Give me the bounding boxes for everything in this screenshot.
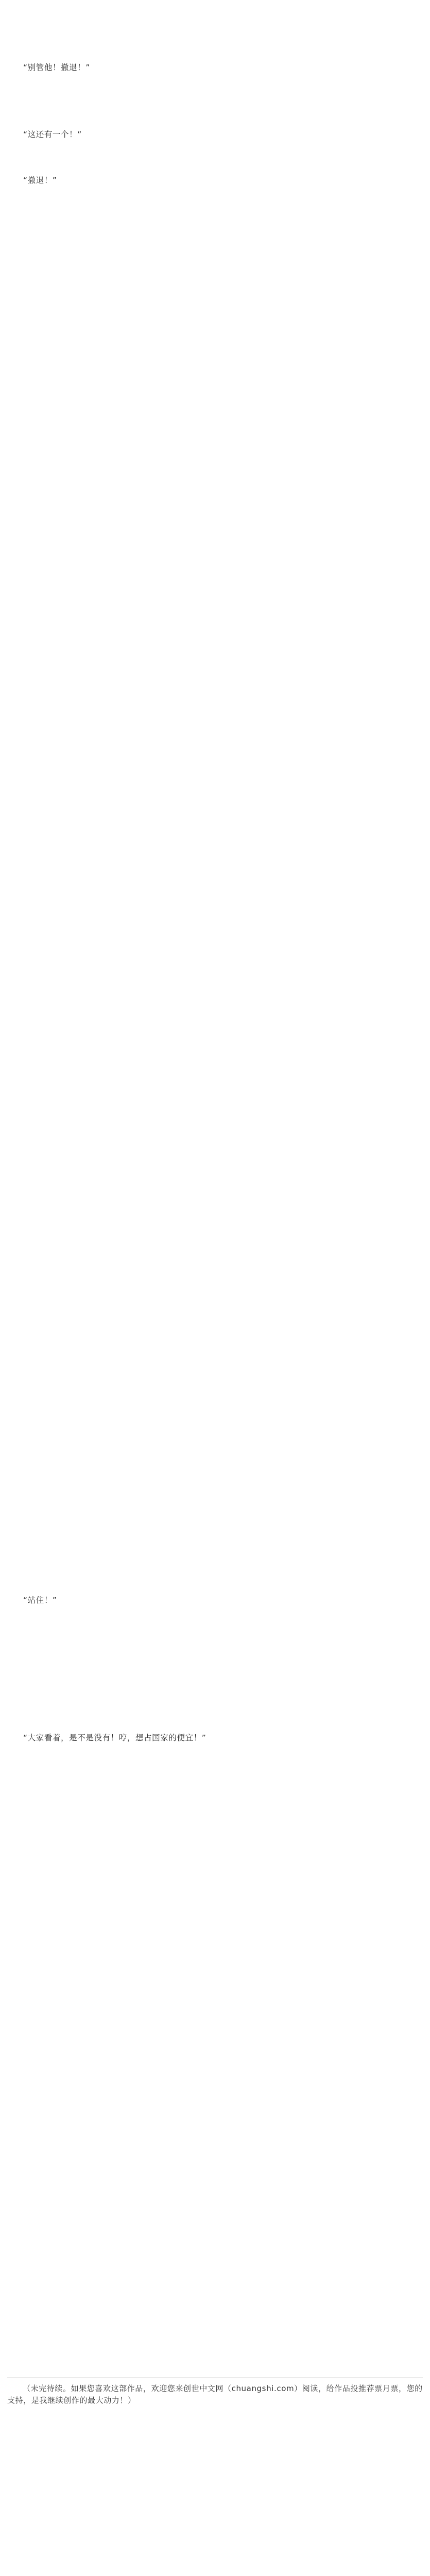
paragraph <box>7 3 423 53</box>
paragraph <box>7 2194 423 2231</box>
paragraph <box>7 2160 423 2185</box>
chapter-body <box>7 3 423 2368</box>
paragraph <box>7 569 423 619</box>
paragraph <box>7 777 423 815</box>
paragraph <box>7 2331 423 2368</box>
paragraph <box>7 1227 423 1277</box>
paragraph <box>7 1515 423 1552</box>
paragraph <box>7 465 423 502</box>
paragraph <box>7 2056 423 2106</box>
paragraph <box>7 1285 423 1335</box>
paragraph <box>7 686 423 723</box>
paragraph: “站住！” <box>23 1596 57 1605</box>
paragraph <box>7 1077 423 1114</box>
paragraph <box>7 2285 423 2323</box>
paragraph <box>7 1389 423 1427</box>
paragraph <box>7 882 423 919</box>
paragraph <box>7 278 423 340</box>
paragraph <box>7 2010 423 2047</box>
paragraph <box>7 1615 423 1652</box>
paragraph <box>7 1019 423 1069</box>
paragraph: “别管他！撤退！” <box>23 63 90 72</box>
paragraph <box>7 927 423 964</box>
paragraph: “这还有一个！” <box>23 130 82 140</box>
paragraph <box>7 628 423 677</box>
paragraph <box>7 1848 423 1910</box>
paragraph <box>7 1481 423 1506</box>
paragraph <box>7 1777 423 1839</box>
paragraph: “大家看着，是不是没有！哼，想占国家的便宜！” <box>23 1733 207 1743</box>
paragraph <box>7 1123 423 1160</box>
paragraph <box>7 511 423 561</box>
paragraph <box>7 1435 423 1472</box>
paragraph <box>7 1561 423 1585</box>
paragraph <box>7 1964 423 2002</box>
paragraph <box>7 2114 423 2151</box>
paragraph <box>7 82 423 120</box>
paragraph <box>7 395 423 456</box>
paragraph <box>7 1169 423 1218</box>
paragraph: “撤退！” <box>23 176 57 185</box>
paragraph <box>7 1919 423 1956</box>
paragraph <box>7 1344 423 1381</box>
paragraph <box>7 823 423 873</box>
paragraph <box>7 2240 423 2277</box>
paragraph <box>7 220 423 269</box>
paragraph <box>7 973 423 1010</box>
paragraph <box>7 1661 423 1723</box>
divider <box>7 2377 423 2378</box>
paragraph <box>7 732 423 769</box>
chapter-footer-note: （未完待续。如果您喜欢这部作品，欢迎您来创世中文网（chuangshi.com）阅读，给作品投推荐票月票，您的支持，是我继续创作的最大动力！） <box>7 2384 423 2405</box>
paragraph <box>7 349 423 386</box>
